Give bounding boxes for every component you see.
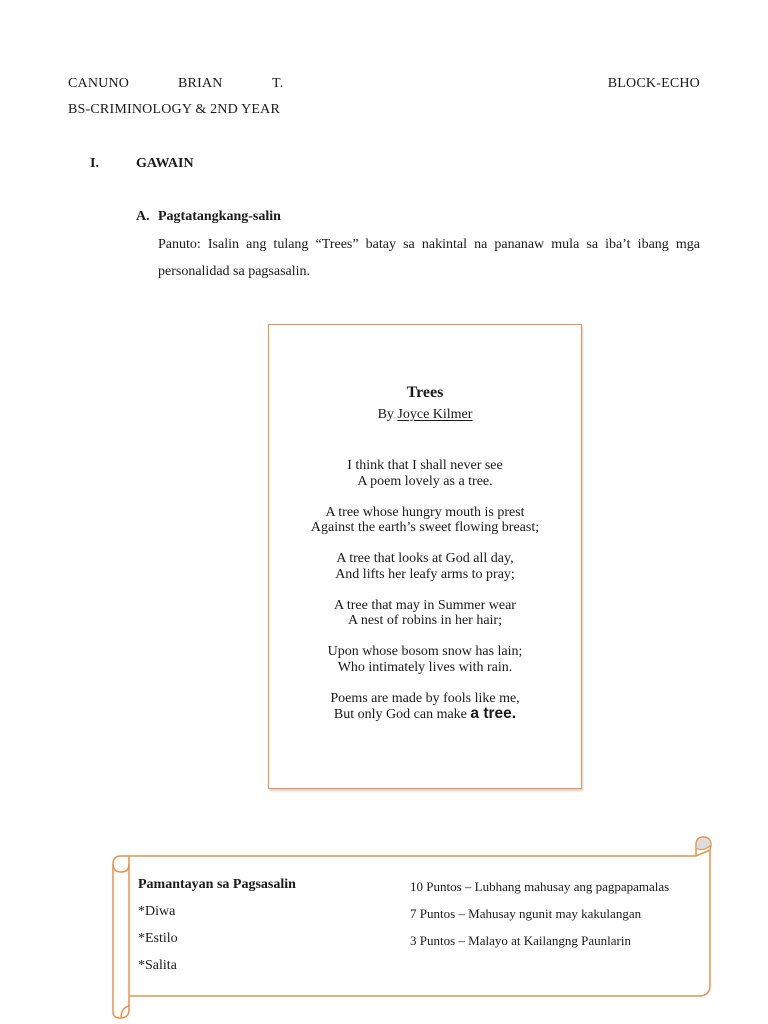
criteria-item-salita: *Salita [138, 958, 177, 973]
poem-line: Against the earth’s sweet flowing breast; [310, 520, 540, 535]
poem-last-line-end: a tree. [470, 705, 517, 722]
criteria-item-diwa: *Diwa [138, 904, 176, 919]
score-10: 10 Puntos – Lubhang mahusay ang pagpapamalas [410, 879, 670, 894]
block-name: BLOCK-ECHO [607, 76, 700, 91]
student-middle-initial: T. [272, 76, 284, 91]
student-last-name: CANUNO [68, 76, 130, 91]
poem-line: I think that I shall never see [347, 458, 503, 473]
course-year: BS-CRIMINOLOGY & 2ND YEAR [68, 102, 281, 117]
criteria-item-estilo: *Estilo [138, 931, 178, 946]
poem-title: Trees [406, 384, 444, 401]
section-title: GAWAIN [136, 156, 194, 171]
subsection-title: Pagtatangkang-salin [158, 209, 281, 224]
instruction-line-1: Panuto: Isalin ang tulang “Trees” batay sa nakintal na pananaw mula sa iba’t ibang mga [158, 237, 700, 252]
poem-line: A tree that may in Summer wear [334, 597, 516, 613]
score-3: 3 Puntos – Malayo at Kailangng Paunlarin [410, 933, 631, 948]
score-7: 7 Puntos – Mahusay ngunit may kakulangan [410, 906, 642, 921]
poem-line: A poem lovely as a tree. [357, 473, 493, 489]
poem-line: A tree whose hungry mouth is prest [325, 504, 525, 520]
student-first-name: BRIAN [178, 76, 223, 91]
poem-line: Who intimately lives with rain. [337, 659, 513, 675]
criteria-title: Pamantayan sa Pagsasalin [138, 877, 296, 892]
poem-line: And lifts her leafy arms to pray; [335, 566, 515, 582]
section-number: I. [90, 156, 99, 171]
subsection-label: A. [136, 209, 150, 224]
poem-last-line-start: But only God can make [333, 707, 467, 722]
poem-author: Joyce Kilmer [397, 407, 473, 422]
poem-line: A nest of robins in her hair; [348, 613, 502, 628]
poem-line: Poems are made by fools like me, [330, 690, 520, 706]
poem-line: A tree that looks at God all day, [336, 551, 514, 566]
poem-line: Upon whose bosom snow has lain; [327, 644, 523, 659]
instruction-line-2: personalidad sa pagsasalin. [158, 264, 311, 279]
poem-by-prefix: By [377, 407, 394, 422]
